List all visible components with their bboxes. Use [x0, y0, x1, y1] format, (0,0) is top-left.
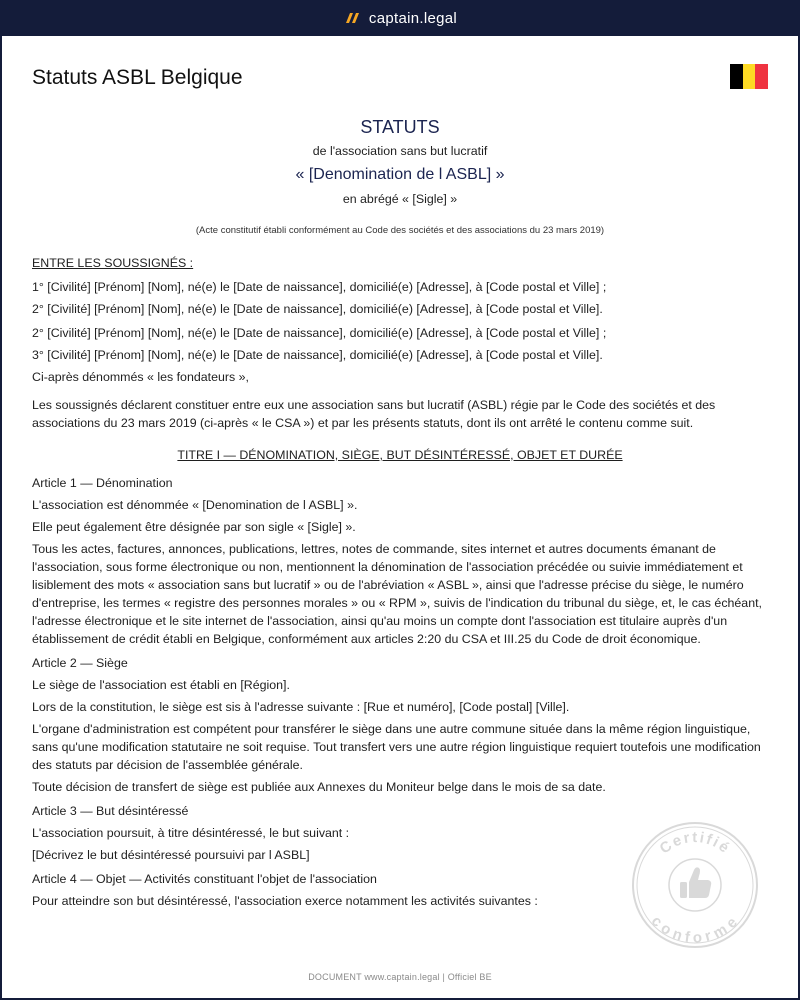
article-1-heading: Article 1 — Dénomination: [32, 476, 173, 490]
article-4-paragraph: Pour atteindre son but désintéressé, l'association exerce notamment les activités suivantes :: [32, 894, 538, 908]
article-1-paragraph: L'association est dénommée « [Denomination de l ASBL] ».: [32, 498, 358, 512]
statuts-subtitle: de l'association sans but lucratif: [312, 144, 488, 158]
document-header: [32, 64, 768, 94]
svg-text:conforme: [648, 913, 742, 947]
article-2-paragraph: Toute décision de transfert de siège est publiée aux Annexes du Moniteur belge dans le mois de sa date.: [32, 780, 606, 794]
legal-note: (Acte constitutif établi conformément au Code des sociétés et des associations du 23 mars 2019): [195, 225, 605, 236]
parties-heading: ENTRE LES SOUSSIGNÉS :: [32, 256, 194, 270]
article-1-paragraph: Elle peut également être désignée par son sigle « [Sigle] ».: [32, 520, 356, 534]
article-2-paragraph: L'organe d'administration est compétent pour transférer le siège dans une autre commune située dans la même région linguistique, sans qu'une modification statutaire ne soit requise. Tout transfert vers une autre région linguistique requiert toutefois une modification des statuts par décision de l'assemblée générale.: [32, 722, 761, 772]
statuts-title: STATUTS: [360, 117, 440, 137]
document-title: Statuts ASBL Belgique: [32, 66, 243, 89]
article-1-paragraph: Tous les actes, factures, annonces, publications, lettres, notes de commande, sites internet et autres documents émanant de l'association, sous forme électronique ou non, mentionnent la dénomination de l'association précédée ou suivie immédiatement et lisiblement des mots « association sans but lucratif » ou de l'abréviation « ASBL », ainsi que l'adresse précise du siège, le numéro d'entreprise, les termes « registre des personnes morales » ou « RPM », suivis de l'indication du tribunal du siège, et, le cas échéant, l'adresse électronique et le site internet de l'association, ainsi qu'au moins un compte dont l'association est titulaire auprès d'un établissement de crédit établi en Belgique, conformément aux articles 2:20 du CSA et III.25 du Code de droit économique.: [32, 542, 762, 646]
brand-name[interactable]: captain.legal: [368, 9, 458, 27]
article-3-paragraph: [Décrivez le but désintéressé poursuivi par l ASBL]: [32, 848, 310, 862]
founders-line: Ci-après dénommés « les fondateurs »,: [32, 370, 249, 384]
article-3-heading: Article 3 — But désintéressé: [32, 804, 189, 818]
article-3-paragraph: L'association poursuit, à titre désintéressé, le but suivant :: [32, 826, 350, 840]
party-item: 1° [Civilité] [Prénom] [Nom], né(e) le [Date de naissance], domicilié(e) [Adresse], à [Code postal et Ville] ;: [32, 280, 607, 294]
party-item: 2° [Civilité] [Prénom] [Nom], né(e) le [Date de naissance], domicilié(e) [Adresse], à [Code postal et Ville].: [32, 302, 603, 316]
document-body: [32, 118, 768, 910]
seal-bottom-text: conforme: [647, 912, 743, 947]
association-name: « [Denomination de l ASBL] »: [295, 166, 505, 183]
brand-logo-icon: [343, 12, 361, 24]
footer-text: DOCUMENT www.captain.legal | Officiel BE: [308, 972, 492, 982]
certified-seal: [630, 820, 760, 950]
seal-top-text: Certifié: [656, 828, 734, 858]
article-2-paragraph: Lors de la constitution, le siège est sis à l'adresse suivante : [Rue et numéro], [Code postal] [Ville].: [32, 700, 570, 714]
article-2-paragraph: Le siège de l'association est établi en [Région].: [32, 678, 290, 692]
party-item: 3° [Civilité] [Prénom] [Nom], né(e) le [Date de naissance], domicilié(e) [Adresse], à [Code postal et Ville].: [32, 348, 603, 362]
declaration-paragraph: Les soussignés déclarent constituer entre eux une association sans but lucratif (ASBL) régie par le Code des sociétés et des associations du 23 mars 2019 (ci-après « le CSA ») et par les présents statuts, dont ils ont arrêté le contenu comme suit.: [32, 398, 716, 430]
belgium-flag-icon: [730, 64, 768, 89]
association-abbrev: en abrégé « [Sigle] »: [342, 192, 458, 206]
party-item: 2° [Civilité] [Prénom] [Nom], né(e) le [Date de naissance], domicilié(e) [Adresse], à [Code postal et Ville] ;: [32, 326, 607, 340]
top-bar: [0, 0, 800, 36]
article-4-heading: Article 4 — Objet — Activités constituant l'objet de l'association: [32, 872, 377, 886]
article-2-heading: Article 2 — Siège: [32, 656, 128, 670]
titre-1-heading: TITRE I — DÉNOMINATION, SIÈGE, BUT DÉSINTÉRESSÉ, OBJET ET DURÉE: [177, 448, 623, 462]
thumbs-up-icon: [680, 867, 711, 898]
